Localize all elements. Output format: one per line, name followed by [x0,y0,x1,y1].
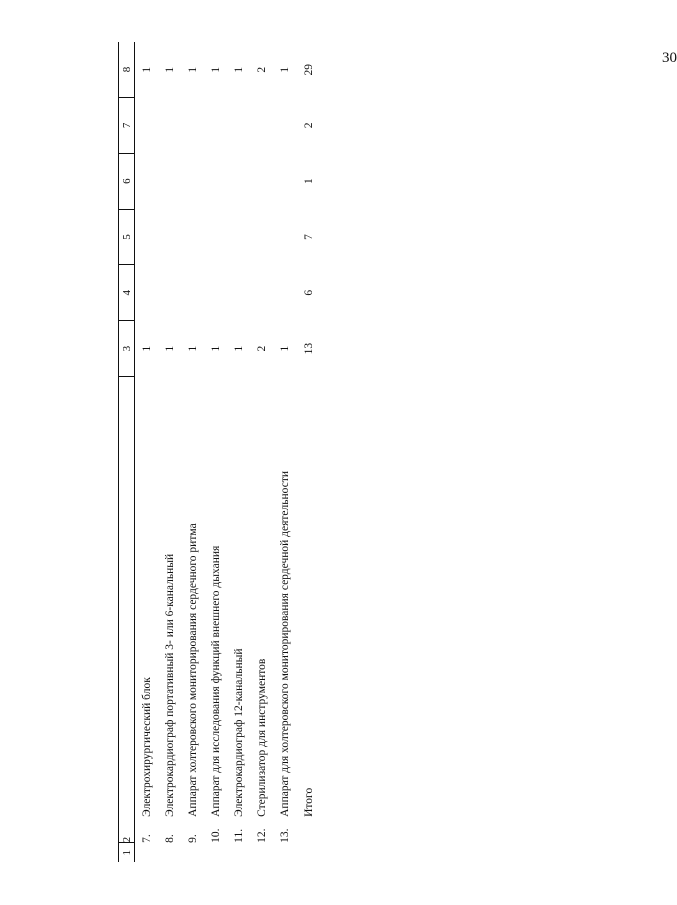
cell-col-6 [158,153,181,209]
cell-col-4 [227,265,250,321]
item-name: Электрокардиограф 12-канальный [232,648,245,817]
item-cell [158,377,181,843]
cell-col-3: 1 [186,345,199,352]
header-col-2: 2 [119,377,135,843]
cell-col-8: 1 [232,66,245,73]
table-row [250,42,273,862]
cell-col-6 [135,153,159,209]
total-col-5: 7 [303,234,315,240]
cell-col-7 [135,97,159,153]
header-col-5: 5 [119,209,135,265]
cell-col-4 [158,265,181,321]
cell-col-6 [204,153,227,209]
total-cell [296,377,322,843]
header-col-7: 7 [119,97,135,153]
header-col-8: 8 [119,42,135,97]
cell-col-5 [135,209,159,265]
table-row [204,42,227,862]
table-header [119,42,135,862]
cell-col-6 [273,153,296,209]
header-col-4: 4 [119,265,135,321]
table-row [158,42,181,862]
cell-col-4 [204,265,227,321]
cell-col-4 [181,265,204,321]
total-col-4: 6 [303,289,315,296]
cell-col-6 [250,153,273,209]
item-number: 12. [255,828,268,843]
equipment-table [118,42,322,862]
item-cell [273,377,296,843]
cell-col-3: 1 [209,345,222,352]
total-col-6: 1 [303,178,315,185]
cell-col-3: 1 [232,345,245,352]
cell-col-8: 1 [186,66,199,73]
item-name: Электрокардиограф портативный 3- или 6-канальный [163,553,176,817]
cell-col-5 [181,209,204,265]
cell-col-4 [250,265,273,321]
table-row [227,42,250,862]
total-col-3: 13 [303,342,315,355]
cell-col-8: 1 [163,66,176,73]
rotated-table-container [118,42,318,862]
cell-col-7 [227,97,250,153]
item-number: 7. [140,834,153,843]
total-col-7: 2 [303,122,315,129]
item-number: 10. [209,828,222,843]
header-col-6: 6 [119,153,135,209]
cell-col-6 [181,153,204,209]
table-row [135,42,159,862]
cell-col-5 [250,209,273,265]
item-number: 11. [232,828,245,843]
header-col-1: 1 [119,843,135,862]
table-body [135,42,323,862]
item-name: Стерилизатор для инструментов [255,658,268,817]
item-name: Электрохирургический блок [140,677,153,817]
item-cell [250,377,273,843]
cell-col-7 [250,97,273,153]
item-cell [227,377,250,843]
cell-col-4 [273,265,296,321]
cell-col-7 [273,97,296,153]
cell-col-3: 1 [140,345,153,352]
cell-col-3: 1 [278,345,291,352]
cell-col-5 [273,209,296,265]
item-cell [181,377,204,843]
cell-col-8: 1 [140,66,153,73]
cell-col-5 [158,209,181,265]
total-col-8: 29 [303,63,315,76]
item-number: 13. [278,828,291,843]
item-name: Аппарат для холтеровского мониторирования сердечной деятельности [278,471,291,817]
cell-col-7 [158,97,181,153]
cell-col-8: 2 [255,66,268,73]
item-number: 9. [186,834,199,843]
cell-col-8: 1 [209,66,222,73]
header-col-3: 3 [119,321,135,377]
cell-col-8: 1 [278,66,291,73]
item-number: 8. [163,834,176,843]
cell-col-4 [135,265,159,321]
header-row [119,42,135,862]
total-row [296,42,322,862]
item-cell [135,377,159,843]
cell-col-7 [204,97,227,153]
cell-col-3: 1 [163,345,176,352]
cell-col-3: 2 [255,345,268,352]
cell-col-5 [204,209,227,265]
item-name: Аппарат для исследования функций внешнего дыхания [209,545,222,817]
table-row [273,42,296,862]
item-name: Аппарат холтеровского мониторирования сердечного ритма [186,523,199,817]
total-label: Итого [303,787,315,817]
table-row [181,42,204,862]
page-number: 30 [662,50,677,66]
cell-col-7 [181,97,204,153]
cell-col-6 [227,153,250,209]
item-cell [204,377,227,843]
cell-col-5 [227,209,250,265]
